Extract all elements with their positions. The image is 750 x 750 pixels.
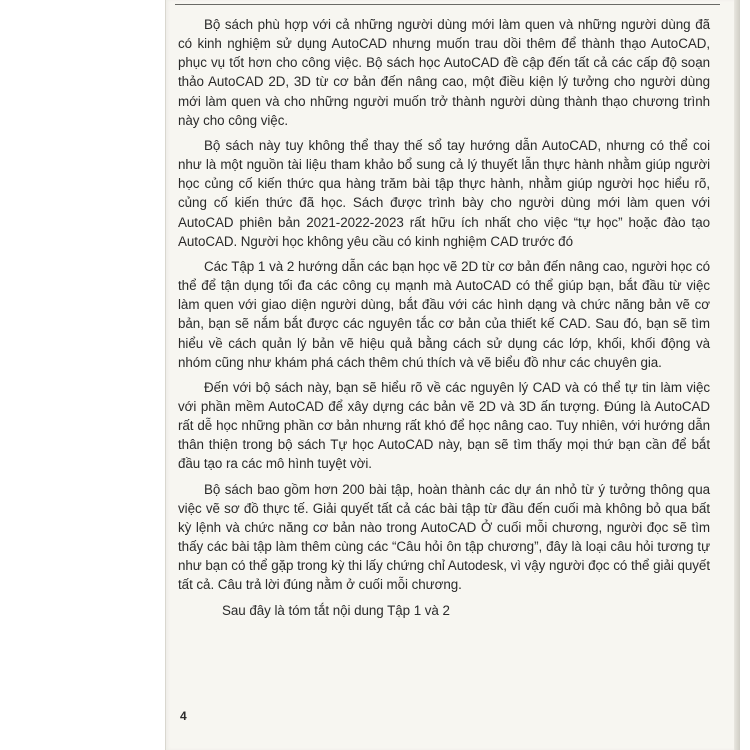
page-number: 4 (180, 709, 187, 723)
top-rule (175, 0, 720, 5)
paragraph-4: Đến với bộ sách này, bạn sẽ hiểu rõ về các nguyên lý CAD và có thể tự tin làm việc với phần mềm AutoCAD để xây dựng các bản vẽ 2D và 3D ấn tượng. Đúng là AutoCAD rất dễ học những phần cơ bản nhưng rất khó để học nâng cao. Tuy nhiên, với hướng dẫn thân thiện trong bộ sách Tự học AutoCAD này, bạn sẽ tìm thấy mọi thứ bạn cần để bắt đầu tạo ra các mô hình tuyệt vời. (178, 379, 710, 472)
page-edge (734, 0, 740, 750)
paragraph-5: Bộ sách bao gồm hơn 200 bài tập, hoàn thành các dự án nhỏ từ ý tưởng thông qua việc vẽ sơ đồ thực tế. Giải quyết tất cả các bài tập từ đầu đến cuối mà không bỏ qua bất kỳ lệnh và chức năng cơ bản nào trong AutoCAD Ở cuối mỗi chương, người đọc sẽ tìm thấy các bài tập làm thêm cùng các “Câu hỏi ôn tập chương”, đây là loại câu hỏi tương tự như bạn có thể gặp trong kỳ thi lấy chứng chỉ Autodesk, vì vậy người đọc có thể giải quyết tất cả. Câu trả lời đúng nằm ở cuối mỗi chương. (178, 481, 710, 593)
body-text (178, 15, 710, 626)
paragraph-2: Bộ sách này tuy không thể thay thế sổ tay hướng dẫn AutoCAD, nhưng có thể coi như là một nguồn tài liệu tham khảo bổ sung cả lý thuyết lẫn thực hành nhằm giúp người học củng cố kiến thức qua hàng trăm bài tập thực hành, nhằm giúp người học hiểu rõ, củng cố kiến thức đã học. Sách được trình bày cho người dùng mới làm quen với AutoCAD phiên bản 2021-2022-2023 rất hữu ích nhất cho việc “tự học” hoặc đào tạo AutoCAD. Người học không yêu cầu có kinh nghiệm CAD trước đó (178, 137, 710, 249)
paragraph-1: Bộ sách phù hợp với cả những người dùng mới làm quen và những người dùng đã có kinh nghiệm sử dụng AutoCAD nhưng muốn trau dồi thêm để thành thạo AutoCAD, phục vụ tốt hơn cho công việc. Bộ sách học AutoCAD đề cập đến tất cả các cấp độ soạn thảo AutoCAD 2D, 3D từ cơ bản đến nâng cao, một điều kiện lý tưởng cho người dùng mới làm quen và cho những người muốn trở thành người dùng thành thạo chương trình này cho công việc. (178, 17, 710, 128)
paragraph-3: Các Tập 1 và 2 hướng dẫn các bạn học vẽ 2D từ cơ bản đến nâng cao, người học có thể để tận dụng tối đa các công cụ mạnh mà AutoCAD có thể giúp bạn, bắt đầu từ việc làm quen với giao diện người dùng, bắt đầu với các hình dạng và chức năng bản vẽ cơ bản, bạn sẽ nắm bắt được các nguyên tắc cơ bản của thiết kế CAD. Sau đó, bạn sẽ tìm hiểu về cách quản lý bản vẽ hiệu quả bằng cách sử dụng các lớp, khối, khối động và nhóm cũng như khám phá cách thêm chú thích và vẽ biểu đồ như các chuyên gia. (178, 258, 710, 370)
closing-line: Sau đây là tóm tắt nội dung Tập 1 và 2 (222, 602, 450, 618)
